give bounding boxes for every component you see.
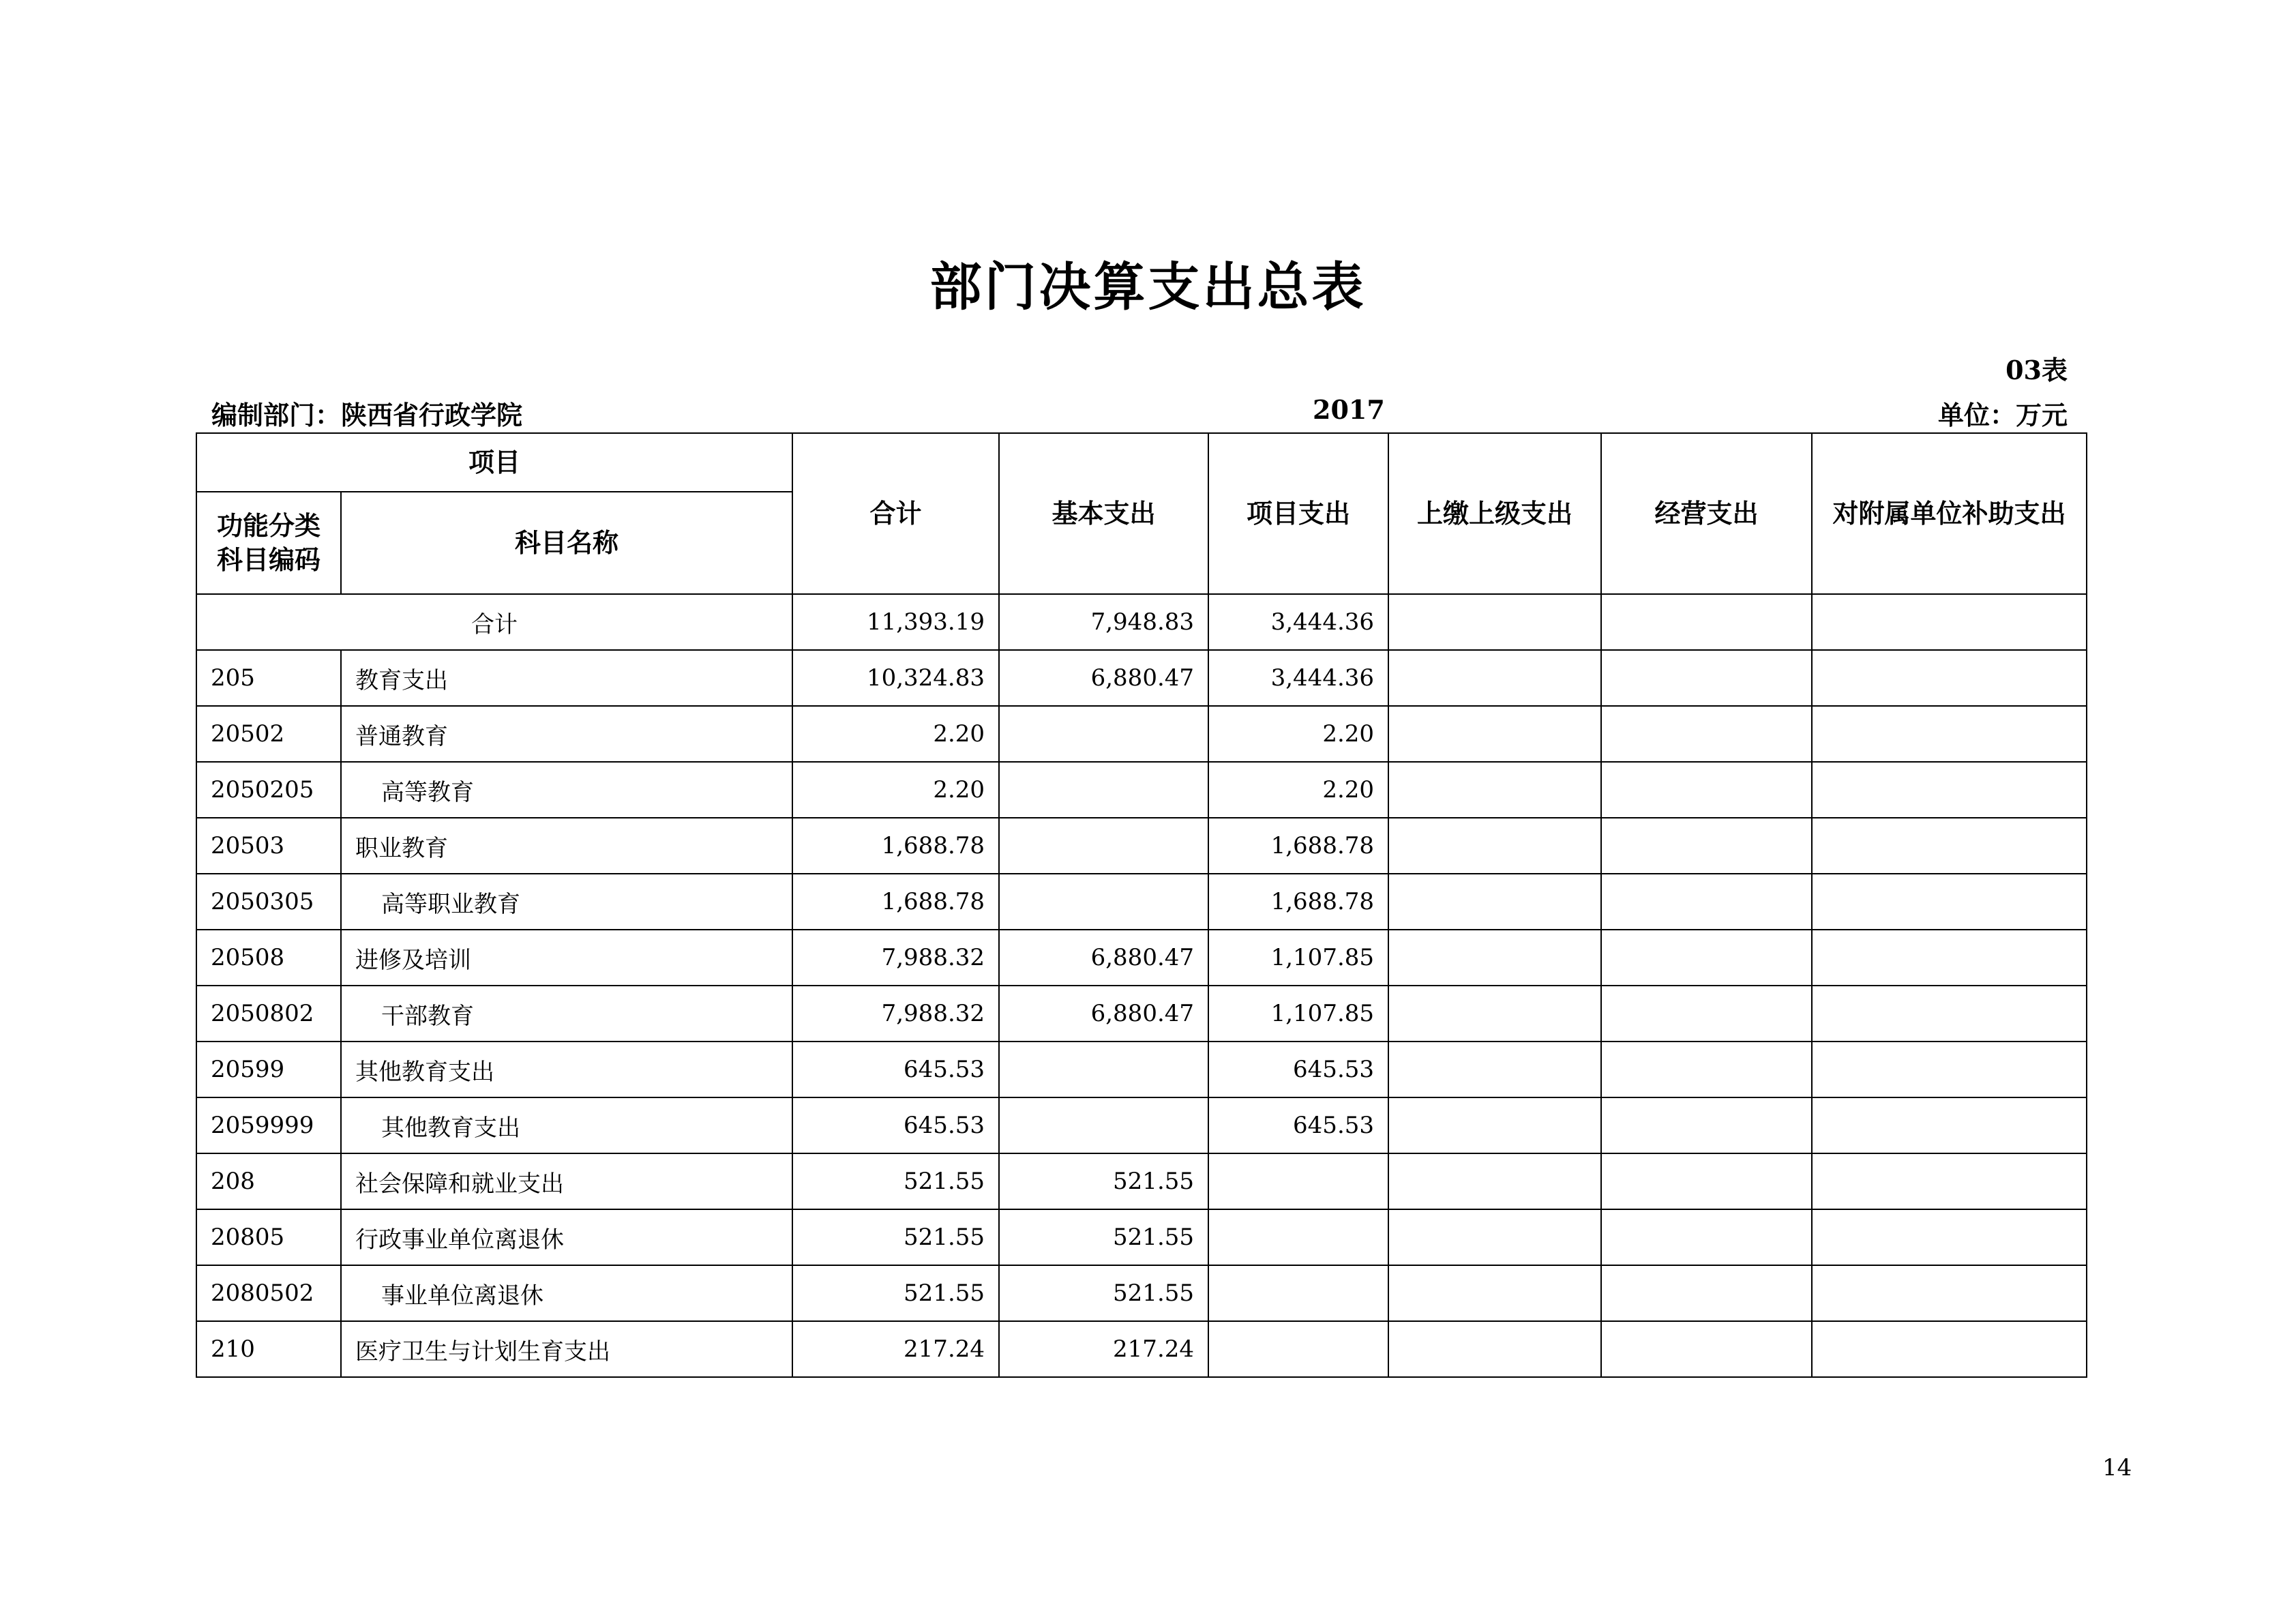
table-row	[196, 1042, 2087, 1097]
row-total: 1,688.78	[792, 874, 999, 930]
row-project: 3,444.36	[1208, 650, 1388, 706]
row-remit	[1388, 1265, 1601, 1321]
row-subsidy	[1812, 874, 2087, 930]
row-code: 20503	[196, 818, 341, 874]
row-business	[1601, 650, 1812, 706]
row-total: 2.20	[792, 762, 999, 818]
total-basic: 7,948.83	[999, 594, 1208, 650]
row-basic	[999, 818, 1208, 874]
row-code: 205	[196, 650, 341, 706]
row-name: 其他教育支出	[341, 1097, 792, 1153]
row-total: 7,988.32	[792, 986, 999, 1042]
row-name: 普通教育	[341, 706, 792, 762]
row-project	[1208, 1153, 1388, 1209]
row-project: 645.53	[1208, 1097, 1388, 1153]
row-business	[1601, 1321, 1812, 1377]
row-business	[1601, 762, 1812, 818]
row-subsidy	[1812, 706, 2087, 762]
row-remit	[1388, 1097, 1601, 1153]
row-code: 2080502	[196, 1265, 341, 1321]
row-code: 20599	[196, 1042, 341, 1097]
table-row	[196, 650, 2087, 706]
row-project: 1,107.85	[1208, 986, 1388, 1042]
row-remit	[1388, 930, 1601, 986]
row-total: 217.24	[792, 1321, 999, 1377]
row-name: 高等教育	[341, 762, 792, 818]
row-remit	[1388, 874, 1601, 930]
total-row	[196, 594, 2087, 650]
row-business	[1601, 1209, 1812, 1265]
row-code: 20805	[196, 1209, 341, 1265]
row-basic: 6,880.47	[999, 650, 1208, 706]
row-basic: 521.55	[999, 1209, 1208, 1265]
row-total: 7,988.32	[792, 930, 999, 986]
row-project	[1208, 1265, 1388, 1321]
row-total: 521.55	[792, 1265, 999, 1321]
header-business: 经营支出	[1601, 433, 1812, 594]
row-project: 1,688.78	[1208, 818, 1388, 874]
row-project: 2.20	[1208, 762, 1388, 818]
row-business	[1601, 874, 1812, 930]
header-project: 项目支出	[1208, 433, 1388, 594]
row-business	[1601, 1042, 1812, 1097]
row-project: 645.53	[1208, 1042, 1388, 1097]
header-code: 功能分类 科目编码	[196, 492, 341, 594]
row-remit	[1388, 1321, 1601, 1377]
page-number: 14	[2102, 1454, 2132, 1481]
row-project: 1,688.78	[1208, 874, 1388, 930]
row-total: 10,324.83	[792, 650, 999, 706]
row-code: 2050802	[196, 986, 341, 1042]
row-total: 645.53	[792, 1042, 999, 1097]
row-subsidy	[1812, 818, 2087, 874]
row-name: 高等职业教育	[341, 874, 792, 930]
table-row	[196, 762, 2087, 818]
header-total: 合计	[792, 433, 999, 594]
total-label: 合计	[196, 594, 792, 650]
row-basic: 6,880.47	[999, 930, 1208, 986]
table-row	[196, 874, 2087, 930]
row-name: 进修及培训	[341, 930, 792, 986]
row-project: 1,107.85	[1208, 930, 1388, 986]
row-code: 2050205	[196, 762, 341, 818]
row-code: 2050305	[196, 874, 341, 930]
row-code: 20502	[196, 706, 341, 762]
expenditure-table	[196, 432, 2087, 1378]
table-row	[196, 1097, 2087, 1153]
row-basic: 521.55	[999, 1153, 1208, 1209]
row-remit	[1388, 1042, 1601, 1097]
row-remit	[1388, 762, 1601, 818]
table-row	[196, 930, 2087, 986]
row-subsidy	[1812, 1265, 2087, 1321]
total-subsidy	[1812, 594, 2087, 650]
row-business	[1601, 986, 1812, 1042]
row-name: 职业教育	[341, 818, 792, 874]
row-business	[1601, 930, 1812, 986]
row-name: 干部教育	[341, 986, 792, 1042]
table-row	[196, 1153, 2087, 1209]
row-project	[1208, 1321, 1388, 1377]
row-basic	[999, 706, 1208, 762]
row-remit	[1388, 1153, 1601, 1209]
row-subsidy	[1812, 1321, 2087, 1377]
total-project: 3,444.36	[1208, 594, 1388, 650]
row-business	[1601, 1153, 1812, 1209]
row-name: 事业单位离退休	[341, 1265, 792, 1321]
row-business	[1601, 818, 1812, 874]
row-total: 521.55	[792, 1209, 999, 1265]
total-remit	[1388, 594, 1601, 650]
row-project: 2.20	[1208, 706, 1388, 762]
row-name: 医疗卫生与计划生育支出	[341, 1321, 792, 1377]
row-basic	[999, 1042, 1208, 1097]
total-business	[1601, 594, 1812, 650]
row-name: 教育支出	[341, 650, 792, 706]
table-row	[196, 818, 2087, 874]
page-title: 部门决算支出总表	[929, 256, 1367, 317]
row-business	[1601, 706, 1812, 762]
row-total: 2.20	[792, 706, 999, 762]
row-remit	[1388, 986, 1601, 1042]
row-name: 其他教育支出	[341, 1042, 792, 1097]
header-item: 项目	[196, 433, 792, 492]
department-label: 编制部门：陕西省行政学院	[211, 400, 523, 430]
row-name: 社会保障和就业支出	[341, 1153, 792, 1209]
row-code: 20508	[196, 930, 341, 986]
row-basic: 217.24	[999, 1321, 1208, 1377]
header-subsidy: 对附属单位补助支出	[1812, 433, 2087, 594]
row-remit	[1388, 650, 1601, 706]
row-business	[1601, 1097, 1812, 1153]
row-remit	[1388, 818, 1601, 874]
row-remit	[1388, 706, 1601, 762]
row-code: 2059999	[196, 1097, 341, 1153]
row-total: 521.55	[792, 1153, 999, 1209]
row-subsidy	[1812, 986, 2087, 1042]
row-subsidy	[1812, 650, 2087, 706]
row-project	[1208, 1209, 1388, 1265]
table-row	[196, 986, 2087, 1042]
header-basic: 基本支出	[999, 433, 1208, 594]
row-business	[1601, 1265, 1812, 1321]
table-row	[196, 1209, 2087, 1265]
row-subsidy	[1812, 930, 2087, 986]
row-basic: 521.55	[999, 1265, 1208, 1321]
row-basic: 6,880.47	[999, 986, 1208, 1042]
row-subsidy	[1812, 1097, 2087, 1153]
row-subsidy	[1812, 1209, 2087, 1265]
row-subsidy	[1812, 1153, 2087, 1209]
header-remit: 上缴上级支出	[1388, 433, 1601, 594]
table-row	[196, 706, 2087, 762]
row-basic	[999, 874, 1208, 930]
total-total: 11,393.19	[792, 594, 999, 650]
header-name: 科目名称	[341, 492, 792, 594]
row-subsidy	[1812, 1042, 2087, 1097]
year-label: 2017	[1313, 394, 1385, 425]
row-remit	[1388, 1209, 1601, 1265]
row-basic	[999, 762, 1208, 818]
table-number: 03表	[2006, 355, 2068, 385]
row-code: 208	[196, 1153, 341, 1209]
row-name: 行政事业单位离退休	[341, 1209, 792, 1265]
row-total: 645.53	[792, 1097, 999, 1153]
table-row	[196, 1321, 2087, 1377]
row-subsidy	[1812, 762, 2087, 818]
row-total: 1,688.78	[792, 818, 999, 874]
unit-label: 单位：万元	[1937, 400, 2068, 430]
row-code: 210	[196, 1321, 341, 1377]
table-row	[196, 1265, 2087, 1321]
row-basic	[999, 1097, 1208, 1153]
